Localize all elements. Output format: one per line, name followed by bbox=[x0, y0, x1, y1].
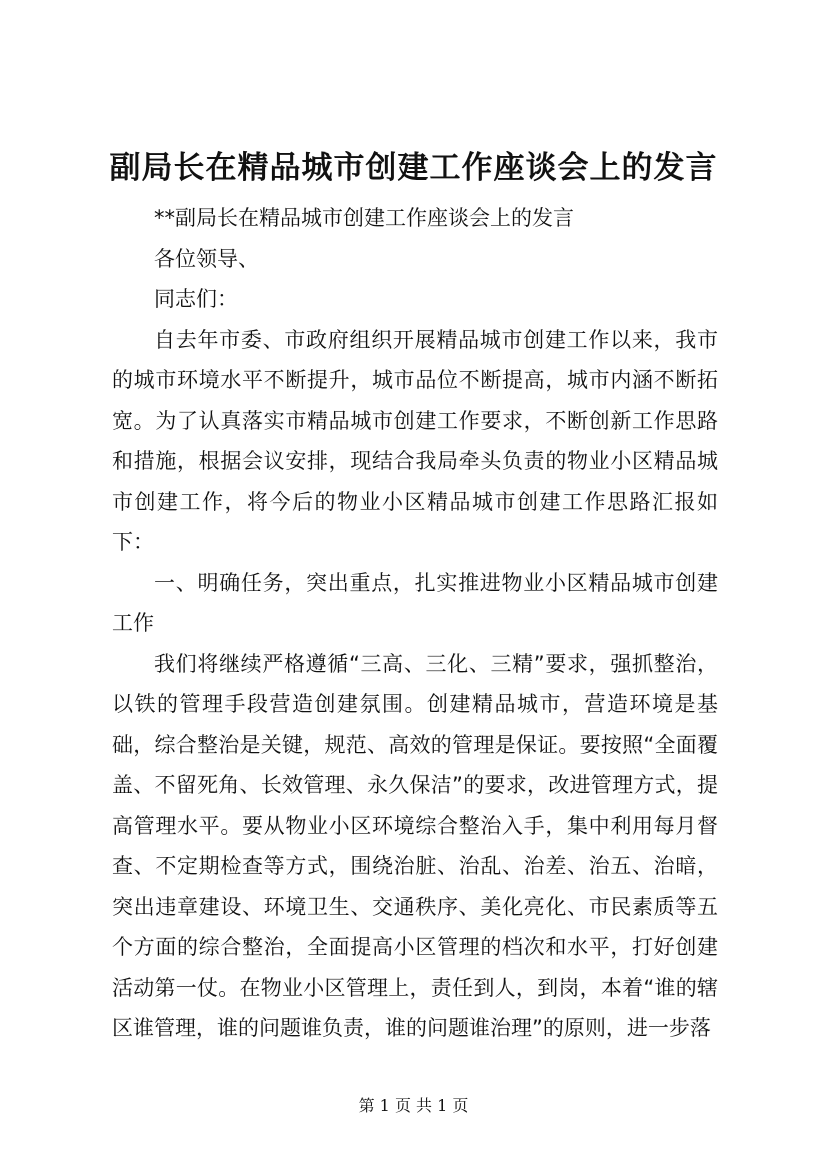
subtitle-line: **副局长在精品城市创建工作座谈会上的发言 bbox=[154, 206, 574, 230]
document-title: 副局长在精品城市创建工作座谈会上的发言 bbox=[109, 150, 718, 186]
document-body bbox=[112, 198, 718, 1049]
page-footer: 第 1 页 共 1 页 bbox=[358, 1096, 469, 1115]
section-heading-1: 一、明确任务，突出重点，扎实推进物业小区精品城市创建工作 bbox=[112, 570, 718, 635]
paragraph-section-1: 我们将继续严格遵循“三高、三化、三精”要求，强抓整治，以铁的管理手段营造创建氛围。创建精品城市，营造环境是基础，综合整治是关键，规范、高效的管理是保证。要按照“全面覆盖、不留死角、长效管理、永久保洁”的要求，改进管理方式，提高管理水平。要从物业小区环境综合整治入手，集中利用每月督查、不定期检查等方式，围绕治脏、治乱、治差、治五、治暗，突出违章建设、环境卫生、交通秩序、美化亮化、市民素质等五个方面的综合整治，全面提高小区管理的档次和水平，打好创建活动第一仗。在物业小区管理上，责任到人，到岗，本着“谁的辖区谁管理，谁的问题谁负责，谁的问题谁治理”的原则，进一步落 bbox=[112, 651, 718, 1040]
paragraph-intro: 自去年市委、市政府组织开展精品城市创建工作以来，我市的城市环境水平不断提升，城市品位不断提高，城市内涵不断拓宽。为了认真落实市精品城市创建工作要求，不断创新工作思路和措施，根据会议安排，现结合我局牵头负责的物业小区精品城市创建工作，将今后的物业小区精品城市创建工作思路汇报如下： bbox=[112, 327, 718, 554]
salutation-line-2: 同志们： bbox=[154, 287, 238, 311]
salutation-line-1: 各位领导、 bbox=[154, 246, 259, 271]
